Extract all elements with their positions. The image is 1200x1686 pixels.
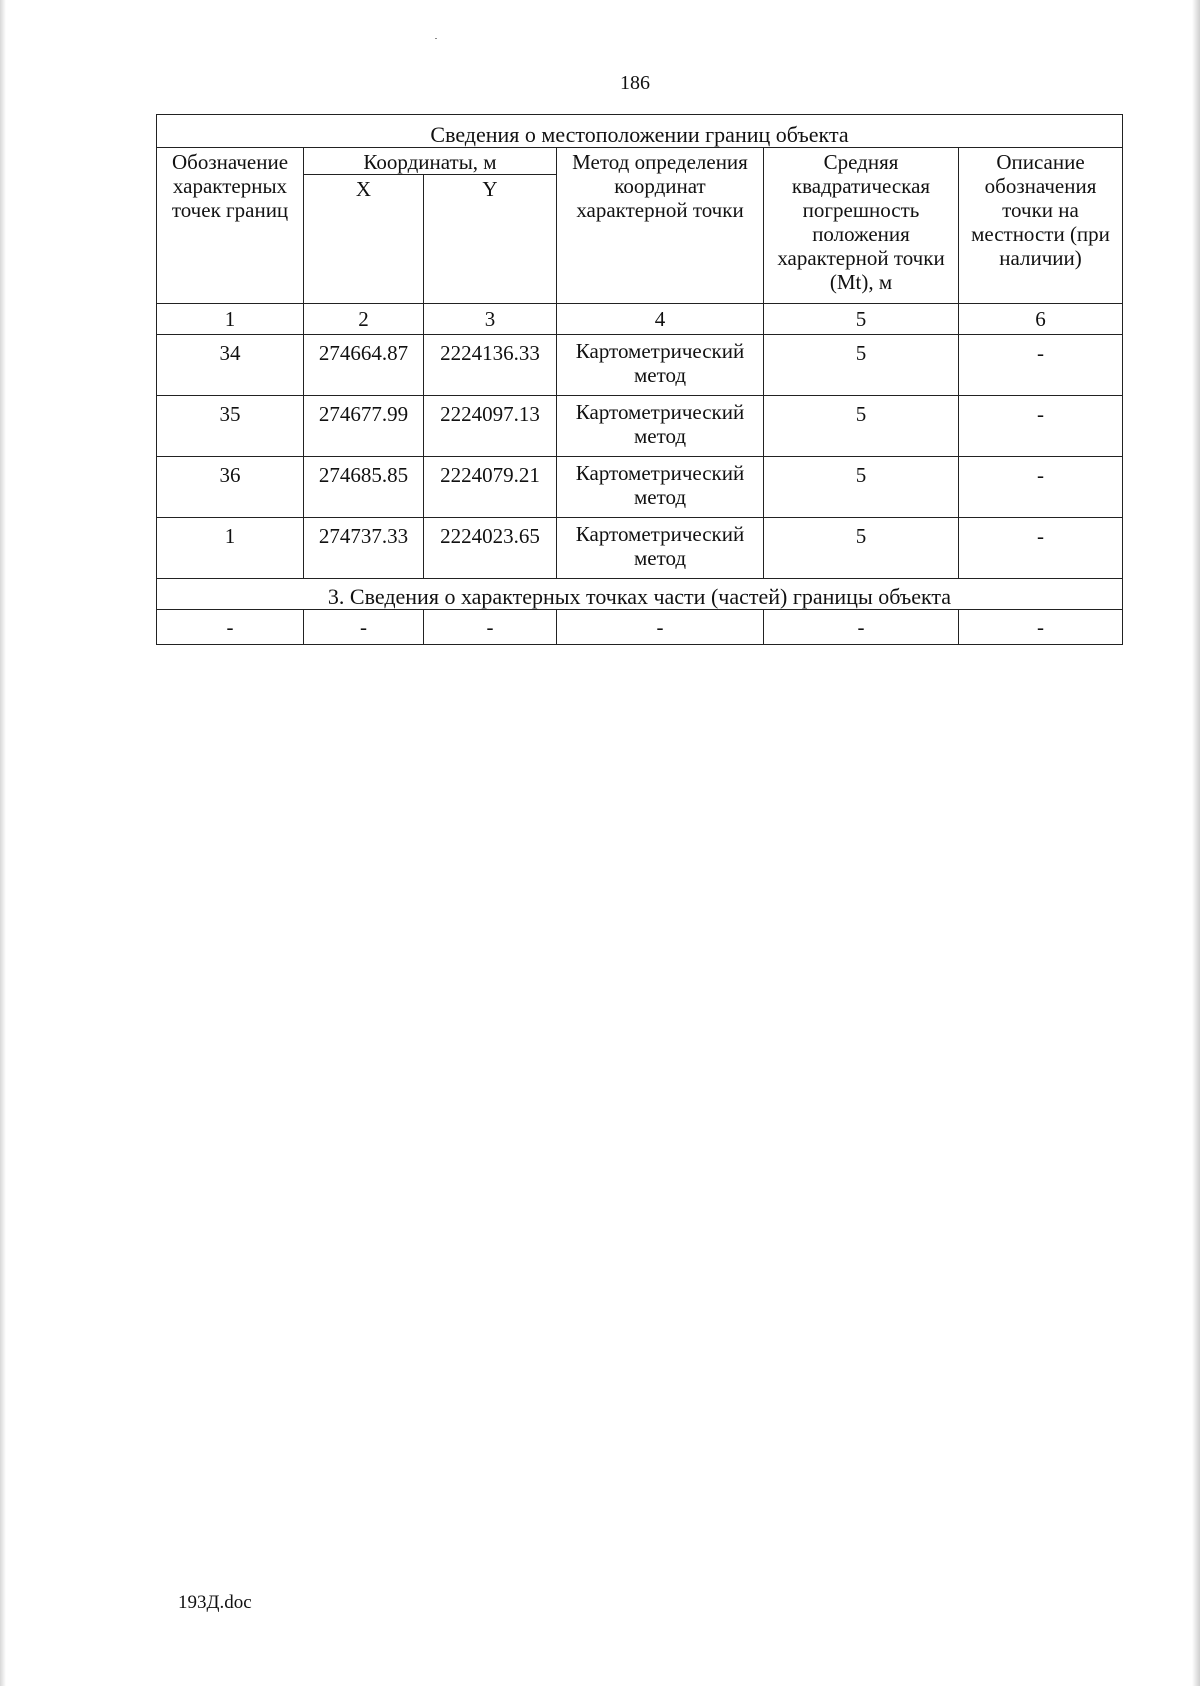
column-number: 6 <box>959 304 1123 335</box>
section-3-cell: - <box>959 610 1123 645</box>
cell-point: 35 <box>157 396 304 457</box>
cell-method: Картометрический метод <box>557 396 764 457</box>
cell-x: 274685.85 <box>304 457 424 518</box>
cell-y: 2224097.13 <box>424 396 557 457</box>
section-3-cell: - <box>304 610 424 645</box>
section-3-title-row <box>157 579 1123 610</box>
table-row <box>157 396 1123 457</box>
cell-description: - <box>959 457 1123 518</box>
header-method: Метод определения координат характерной точки <box>557 148 764 304</box>
header-designation: Обозначение характерных точек границ <box>157 148 304 304</box>
cell-point: 1 <box>157 518 304 579</box>
page-edge-left <box>0 0 6 1686</box>
header-description: Описание обозначения точки на местности (при наличии) <box>959 148 1123 304</box>
cell-error: 5 <box>764 396 959 457</box>
scan-speck <box>435 38 437 39</box>
cell-method: Картометрический метод <box>557 335 764 396</box>
header-error: Средняя квадратическая погрешность положения характерной точки (Mt), м <box>764 148 959 304</box>
cell-error: 5 <box>764 335 959 396</box>
header-coordinates: Координаты, м <box>304 148 557 175</box>
section-3-cell: - <box>424 610 557 645</box>
section-3-cell: - <box>157 610 304 645</box>
table-row <box>157 518 1123 579</box>
cell-description: - <box>959 518 1123 579</box>
cell-y: 2224136.33 <box>424 335 557 396</box>
cell-description: - <box>959 396 1123 457</box>
boundary-table <box>156 114 1123 645</box>
header-y: Y <box>424 175 557 304</box>
cell-y: 2224079.21 <box>424 457 557 518</box>
page-edge-right <box>1192 0 1200 1686</box>
cell-y: 2224023.65 <box>424 518 557 579</box>
section-3-title: 3. Сведения о характерных точках части (частей) границы объекта <box>157 579 1123 610</box>
column-number: 1 <box>157 304 304 335</box>
cell-description: - <box>959 335 1123 396</box>
table-caption: Сведения о местоположении границ объекта <box>157 115 1123 148</box>
table-row <box>157 457 1123 518</box>
cell-error: 5 <box>764 518 959 579</box>
section-3-cell: - <box>557 610 764 645</box>
column-number: 5 <box>764 304 959 335</box>
cell-method: Картометрический метод <box>557 518 764 579</box>
header-x: X <box>304 175 424 304</box>
cell-point: 34 <box>157 335 304 396</box>
cell-x: 274677.99 <box>304 396 424 457</box>
page-number: 186 <box>620 72 650 94</box>
section-3-row <box>157 610 1123 645</box>
section-3-cell: - <box>764 610 959 645</box>
footer-filename: 193Д.doc <box>178 1592 252 1613</box>
column-number: 4 <box>557 304 764 335</box>
cell-point: 36 <box>157 457 304 518</box>
cell-x: 274737.33 <box>304 518 424 579</box>
cell-x: 274664.87 <box>304 335 424 396</box>
column-number: 3 <box>424 304 557 335</box>
cell-error: 5 <box>764 457 959 518</box>
column-number: 2 <box>304 304 424 335</box>
cell-method: Картометрический метод <box>557 457 764 518</box>
table-row <box>157 335 1123 396</box>
boundary-table-container <box>156 114 1122 645</box>
column-number-row <box>157 304 1123 335</box>
